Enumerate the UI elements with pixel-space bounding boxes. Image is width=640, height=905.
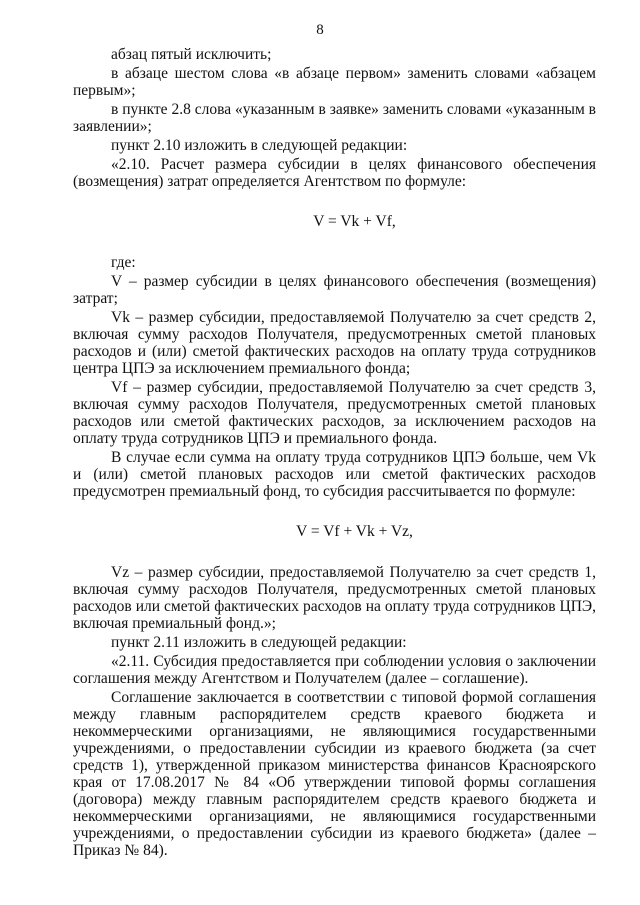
paragraph: Vk – размер субсидии, предоставляемой Получателю за счет средств 2, включая сумму расходов Получателя, предусмотренных сметой плановых расходов и (или) сметой фактических расходов на оплату труда сотрудников центра ЦПЭ за исключением премиального фонда; <box>73 309 596 377</box>
paragraph: Vf – размер субсидии, предоставляемой Получателю за счет средств 3, включая сумму расходов Получателя, предусмотренных сметой плановых расходов или сметой фактических расходов, за исключением расходов на оплату труда сотрудников ЦПЭ и премиального фонда. <box>73 379 596 447</box>
paragraph: абзац пятый исключить; <box>111 46 272 63</box>
paragraph: пункт 2.10 изложить в следующей редакции: <box>111 137 408 154</box>
paragraph: где: <box>111 254 136 271</box>
paragraph: «2.10. Расчет размера субсидии в целях финансового обеспечения (возмещения) затрат определяется Агентством по формуле: <box>73 156 596 190</box>
paragraph: в пункте 2.8 слова «указанным в заявке» заменить словами «указанным в заявлении»; <box>73 101 596 135</box>
formula: V = Vf + Vk + Vz, <box>296 523 413 540</box>
paragraph: V – размер субсидии в целях финансового обеспечения (возмещения) затрат; <box>73 273 596 307</box>
paragraph: Соглашение заключается в соответствии с типовой формой соглашения между главным распорядителем средств краевого бюджета и некоммерческими организациями, не являющимися государственными учреждениями, о предоставлении субсидии из краевого бюджета (за счет средств 1), утвержденной приказом министерства финансов Красноярского края от 17.08.2017 № 84 «Об утверждении типовой формы соглашения (договора) между главным распорядителем средств краевого бюджета и некоммерческими организациями, не являющимися государственными учреждениями, о предоставлении субсидии из краевого бюджета» (далее – Приказ № 84). <box>73 689 596 859</box>
paragraph: пункт 2.11 изложить в следующей редакции: <box>111 634 407 651</box>
document-body <box>73 46 596 861</box>
paragraph: Vz – размер субсидии, предоставляемой Получателю за счет средств 1, включая сумму расходов Получателя, предусмотренных сметой плановых расходов или сметой фактических расходов на оплату труда сотрудников ЦПЭ, включая премиальный фонд.»; <box>73 564 596 632</box>
paragraph: «2.11. Субсидия предоставляется при соблюдении условия о заключении соглашения между Агентством и Получателем (далее – соглашение). <box>73 653 596 687</box>
page-number: 8 <box>316 22 324 38</box>
paragraph: В случае если сумма на оплату труда сотрудников ЦПЭ больше, чем Vk и (или) сметой плановых расходов или сметой фактических расходов предусмотрен премиальный фонд, то субсидия рассчитывается по формуле: <box>73 449 596 500</box>
paragraph: в абзаце шестом слова «в абзаце первом» заменить словами «абзацем первым»; <box>73 65 596 99</box>
formula: V = Vk + Vf, <box>313 213 396 230</box>
